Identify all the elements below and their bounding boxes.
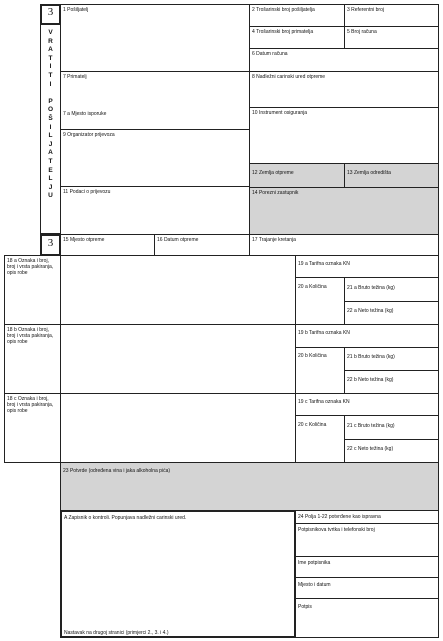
- field-4-consignee-excise-number[interactable]: [249, 26, 345, 49]
- field-7a-label: 7 a Mjesto isporuke: [63, 111, 107, 117]
- field-18a-goods-description[interactable]: [4, 255, 61, 325]
- vertical-title-letter: J: [48, 140, 53, 148]
- field-18b-label: 18 b Oznaka i broj, broj i vrsta pakiranja, opis robe: [7, 327, 54, 345]
- field-22a-label: 22 a Neto težina (kg): [347, 308, 394, 314]
- field-11-transport-details[interactable]: [60, 186, 250, 235]
- field-21a-gross-weight[interactable]: [344, 277, 439, 302]
- field-1-label: 1 Pošiljatelj: [63, 7, 89, 13]
- field-20c-quantity[interactable]: [295, 415, 345, 463]
- field-21c-gross-weight[interactable]: [344, 415, 439, 440]
- field-14-tax-representative[interactable]: [249, 187, 439, 235]
- field-19b-tariff-code[interactable]: [295, 324, 439, 348]
- field-24-name-label: Ime potpisnika: [298, 560, 331, 566]
- vertical-title-letter: T: [48, 54, 53, 62]
- field-21b-gross-weight[interactable]: [344, 347, 439, 371]
- copy-number-box-top: [40, 4, 61, 25]
- field-6-invoice-date[interactable]: [249, 48, 439, 72]
- field-18b-goods-description[interactable]: [4, 324, 61, 394]
- field-16-date-of-dispatch[interactable]: [154, 234, 250, 256]
- field-13-label: 13 Zemlja odredišta: [347, 170, 391, 176]
- field-18a-label: 18 a Oznaka i broj, broj i vrsta pakiranja, opis robe: [7, 258, 54, 276]
- field-7-consignee[interactable]: [60, 71, 250, 130]
- field-a-control-report[interactable]: [60, 510, 296, 638]
- field-2-label: 2 Trošarinski broj pošiljatelja: [252, 7, 315, 13]
- field-10-label: 10 Instrument osiguranja: [252, 110, 308, 116]
- field-3-label: 3 Referentni broj: [347, 7, 384, 13]
- copy-number-bottom: 3: [47, 237, 54, 249]
- field-8-competent-office[interactable]: [249, 71, 439, 108]
- vertical-title-letter: E: [48, 166, 53, 174]
- field-19c-label: 19 c Tarifna oznaka KN: [298, 399, 350, 405]
- vertical-title-letter: L: [48, 132, 53, 140]
- field-12-country-of-dispatch[interactable]: [249, 163, 345, 188]
- vertical-title-letter: T: [48, 157, 53, 165]
- vertical-title-letter: I: [49, 80, 52, 88]
- field-20b-quantity[interactable]: [295, 347, 345, 394]
- field-19c-tariff-code[interactable]: [295, 393, 439, 416]
- field-22c-label: 22 c Neto težina (kg): [347, 446, 394, 452]
- field-15-place-of-dispatch[interactable]: [60, 234, 155, 256]
- field-18c-goods-description[interactable]: [4, 393, 61, 463]
- field-24-signature[interactable]: [295, 598, 439, 638]
- field-24-place-and-date[interactable]: [295, 577, 439, 599]
- vertical-title-letter: L: [48, 175, 53, 183]
- field-10-guarantee[interactable]: [249, 107, 439, 164]
- field-21b-label: 21 b Bruto težina (kg): [347, 354, 395, 360]
- field-16-label: 16 Datum otpreme: [157, 237, 199, 243]
- field-9-label: 9 Organizator prijevoza: [63, 132, 115, 138]
- field-17-label: 17 Trajanje kretanja: [252, 237, 296, 243]
- field-23-label: 23 Potvrde (određena vina i jaka alkoholna pića): [63, 468, 171, 474]
- field-7-label: 7 Primatelj: [63, 74, 87, 80]
- field-19a-label: 19 a Tarifna oznaka KN: [298, 261, 350, 267]
- field-3-reference-number[interactable]: [344, 4, 439, 27]
- vertical-title-letter: I: [49, 63, 52, 71]
- field-19a-tariff-code[interactable]: [295, 255, 439, 278]
- copy-number-box-bottom: [40, 234, 61, 256]
- field-22b-label: 22 b Neto težina (kg): [347, 377, 394, 383]
- field-24-signatory-name[interactable]: [295, 556, 439, 578]
- field-24-company-label: Potpisnikova tvrtka i telefonski broj: [298, 527, 375, 533]
- field-6-label: 6 Datum računa: [252, 51, 288, 57]
- vertical-title-letter: T: [48, 71, 53, 79]
- field-9-transport-organiser[interactable]: [60, 129, 250, 187]
- field-a-label: A Zapisnik o kontroli. Popunjava nadležni carinski ured.: [64, 515, 187, 521]
- field-19b-label: 19 b Tarifna oznaka KN: [298, 330, 350, 336]
- field-24-signature-label: Potpis: [298, 604, 312, 610]
- field-18c-label: 18 c Oznaka i broj, broj i vrsta pakiranja, opis robe: [7, 396, 54, 414]
- field-21a-label: 21 a Bruto težina (kg): [347, 285, 395, 291]
- vertical-title-letter: [41, 89, 60, 98]
- vertical-title-letter: J: [48, 183, 53, 191]
- field-14-label: 14 Porezni zastupnik: [252, 190, 299, 196]
- field-20c-label: 20 c Količina: [298, 422, 327, 428]
- field-5-label: 5 Broj računa: [347, 29, 377, 35]
- vertical-title-letter: U: [48, 192, 53, 200]
- field-11-label: 11 Podaci o prijevozu: [63, 189, 111, 195]
- field-21c-label: 21 c Bruto težina (kg): [347, 423, 395, 429]
- copy-number-top: 3: [47, 6, 54, 18]
- vertical-title-letter: A: [48, 149, 53, 157]
- field-13-country-of-destination[interactable]: [344, 163, 439, 188]
- field-a-continuation-note: Nastavak na drugoj stranici (primjerci 2., 3. i 4.): [64, 630, 169, 636]
- field-23-certificates[interactable]: [60, 462, 439, 511]
- field-22b-net-weight[interactable]: [344, 370, 439, 394]
- vertical-title: [41, 29, 60, 201]
- field-24-label: 24 Polja 1-22 potvrđene kao ispravna: [298, 514, 381, 520]
- field-2-consignor-excise-number[interactable]: [249, 4, 345, 27]
- field-17-duration[interactable]: [249, 234, 439, 256]
- field-20a-label: 20 a Količina: [298, 284, 327, 290]
- vertical-title-letter: Š: [48, 114, 53, 122]
- vertical-title-strip: [40, 24, 61, 234]
- field-20a-quantity[interactable]: [295, 277, 345, 325]
- vertical-title-letter: A: [48, 46, 53, 54]
- field-8-label: 8 Nadležni carinski ured otpreme: [252, 74, 326, 80]
- field-15-label: 15 Mjesto otpreme: [63, 237, 105, 243]
- vertical-title-letter: P: [48, 97, 53, 105]
- field-1-consignor[interactable]: [60, 4, 250, 72]
- vertical-title-letter: I: [49, 123, 52, 131]
- vertical-title-letter: V: [48, 29, 53, 36]
- field-20b-label: 20 b Količina: [298, 353, 327, 359]
- field-24-signatory-company[interactable]: [295, 523, 439, 557]
- field-24-place-label: Mjesto i datum: [298, 582, 331, 588]
- field-24-certification[interactable]: [295, 510, 439, 524]
- field-22a-net-weight[interactable]: [344, 301, 439, 325]
- field-5-invoice-number[interactable]: [344, 26, 439, 49]
- field-22c-net-weight[interactable]: [344, 439, 439, 463]
- vertical-title-letter: O: [47, 106, 54, 114]
- vertical-title-letter: R: [48, 37, 53, 45]
- field-4-label: 4 Trošarinski broj primatelja: [252, 29, 314, 35]
- field-12-label: 12 Zemlja otpreme: [252, 170, 294, 176]
